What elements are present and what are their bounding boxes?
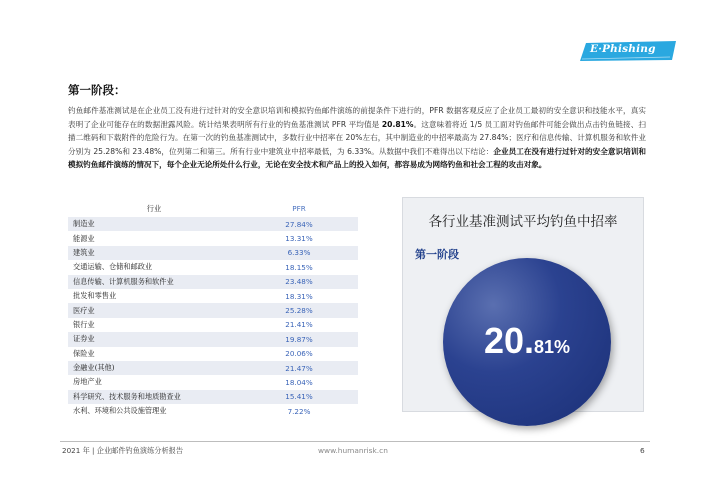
- paragraph-average-value: 20.81%: [381, 119, 414, 129]
- summary-title: 各行业基准测试平均钓鱼中招率: [428, 214, 618, 230]
- pfr-cell: 13.31%: [240, 231, 358, 245]
- footer-divider: [60, 441, 650, 442]
- paragraph-text-2: 。这意味着将近 1/5 员工面对钓鱼邮件可能会做出点击钓鱼链接、扫描二维码和下载附件的危险行为。在第一次的钓鱼基准测试中，多数行业中招率在 20%左右，其中制造业的中招率最高为 27.84%；医疗和信息传输、计算机服务和软件业分别为 25.28%和 23.48%，位列第二和第三。所有行业中建筑业中招率最低，为 6.33%。从数据中我们不难得出以下结论：: [68, 119, 646, 156]
- table-header-row: [68, 200, 358, 217]
- pfr-cell: 6.33%: [240, 246, 358, 260]
- table-row: [68, 275, 358, 289]
- header-pfr: PFR: [292, 204, 306, 213]
- pfr-cell: 18.31%: [240, 289, 358, 303]
- logo-text: E·Phishing: [590, 43, 656, 55]
- pfr-cell: 18.04%: [240, 375, 358, 389]
- pfr-cell: 15.41%: [240, 390, 358, 404]
- summary-circle: [443, 258, 611, 426]
- industry-cell: 能源业: [68, 231, 240, 245]
- paragraph-text-1: 钓鱼邮件基准测试是在企业员工没有进行过针对的安全意识培训和模拟钓鱼邮件演练的前提条件下进行的，PFR 数据客观反应了企业员工最初的安全意识和技能水平，真实表明了企业可能存在的数据泄露风险。统计结果表明所有行业的钓鱼基准测试 PFR 平均值是: [68, 106, 646, 129]
- industry-cell: 房地产业: [68, 375, 240, 389]
- table-row: [68, 347, 358, 361]
- footer-website: www.humanrisk.cn: [318, 446, 388, 455]
- pfr-cell: 19.87%: [240, 332, 358, 346]
- industry-cell: 金融业(其他): [68, 361, 240, 375]
- industry-cell: 银行业: [68, 318, 240, 332]
- table-row: [68, 217, 358, 231]
- table-row: [68, 375, 358, 389]
- summary-value-minor: 81%: [534, 337, 571, 357]
- summary-card: [402, 197, 644, 412]
- company-logo: [580, 40, 678, 62]
- industry-cell: 信息传输、计算机服务和软件业: [68, 275, 240, 289]
- pfr-cell: 18.15%: [240, 260, 358, 274]
- industry-cell: 科学研究、技术服务和地质勘查业: [68, 390, 240, 404]
- footer-report-title: 2021 年 | 企业邮件钓鱼演练分析报告: [62, 446, 184, 455]
- paragraph-conclusion: 企业员工在没有进行过针对的安全意识培训和模拟钓鱼邮件演练的情况下，每个企业无论所处什么行业，无论在安全技术和产品上的投入如何，都容易成为网络钓鱼和社会工程的攻击对象。: [68, 146, 646, 170]
- summary-value: [443, 320, 611, 362]
- table-row: [68, 361, 358, 375]
- table-row: [68, 332, 358, 346]
- table-row: [68, 246, 358, 260]
- section-heading: 第一阶段：: [68, 83, 126, 97]
- table-row: [68, 303, 358, 317]
- industry-cell: 交通运输、仓储和邮政业: [68, 260, 240, 274]
- page-number: 6: [640, 446, 645, 455]
- pfr-cell: 25.28%: [240, 303, 358, 317]
- industry-cell: 建筑业: [68, 246, 240, 260]
- industry-cell: 水利、环境和公共设施管理业: [68, 404, 240, 418]
- pfr-cell: 21.41%: [240, 318, 358, 332]
- table-row: [68, 390, 358, 404]
- table-row: [68, 404, 358, 418]
- summary-value-major: 20.: [483, 320, 534, 361]
- industry-cell: 制造业: [68, 217, 240, 231]
- industry-cell: 证券业: [68, 332, 240, 346]
- industry-cell: 批发和零售业: [68, 289, 240, 303]
- industry-cell: 保险业: [68, 347, 240, 361]
- industry-cell: 医疗业: [68, 303, 240, 317]
- table-row: [68, 231, 358, 245]
- table-body: [68, 217, 358, 418]
- pfr-cell: 23.48%: [240, 275, 358, 289]
- pfr-cell: 21.47%: [240, 361, 358, 375]
- table-row: [68, 318, 358, 332]
- table-row: [68, 289, 358, 303]
- table-row: [68, 260, 358, 274]
- industry-pfr-table: [68, 200, 358, 418]
- body-paragraph: [68, 104, 646, 172]
- stage-badge: 第一阶段: [415, 248, 459, 261]
- header-industry: 行业: [146, 203, 162, 213]
- pfr-cell: 7.22%: [240, 404, 358, 418]
- pfr-cell: 27.84%: [240, 217, 358, 231]
- pfr-cell: 20.06%: [240, 347, 358, 361]
